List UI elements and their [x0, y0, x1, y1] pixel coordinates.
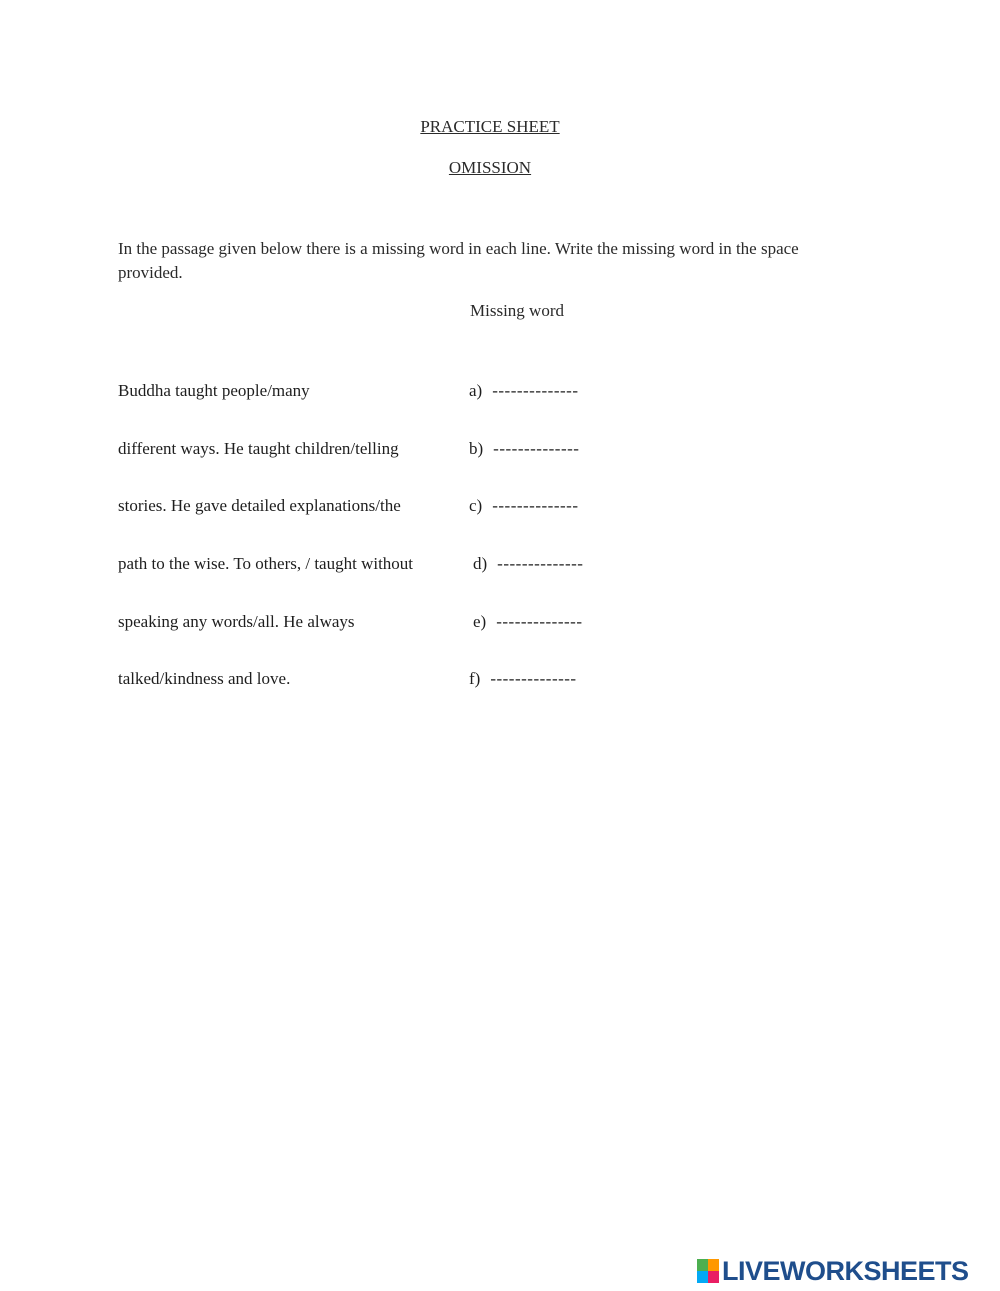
missing-word-heading: Missing word [470, 301, 564, 320]
passage-line: Buddha taught people/many [118, 381, 310, 400]
answer-letter: d) [473, 554, 488, 573]
answer-slot[interactable] [473, 612, 582, 632]
answer-slot[interactable] [469, 496, 578, 516]
answer-blank[interactable]: -------------- [496, 612, 583, 631]
instructions-text: In the passage given below there is a missing word in each line. Write the missing word in the space provided. [118, 239, 799, 282]
answer-letter: f) [469, 669, 481, 688]
logo-mark-icon [697, 1259, 719, 1283]
answer-letter: b) [469, 439, 484, 458]
passage-line: different ways. He taught children/telling [118, 439, 399, 458]
answer-slot[interactable] [469, 381, 578, 401]
answer-letter: a) [469, 381, 483, 400]
answer-blank[interactable]: -------------- [493, 439, 580, 458]
passage-line: path to the wise. To others, / taught without [118, 554, 414, 573]
sheet-subtitle: OMISSION [448, 158, 532, 177]
answer-slot[interactable] [469, 439, 579, 459]
answer-blank[interactable]: -------------- [497, 554, 584, 573]
logo-text: LIVEWORKSHEETS [722, 1256, 969, 1286]
answer-slot[interactable] [469, 669, 577, 689]
passage-line: speaking any words/all. He always [118, 612, 355, 631]
answer-letter: c) [469, 496, 483, 515]
answer-slot[interactable] [473, 554, 583, 574]
passage-line: stories. He gave detailed explanations/the [118, 496, 401, 515]
liveworksheets-logo [697, 1256, 969, 1286]
answer-blank[interactable]: -------------- [492, 381, 579, 400]
sheet-title: PRACTICE SHEET [420, 117, 560, 136]
answer-letter: e) [473, 612, 487, 631]
answer-blank[interactable]: -------------- [492, 496, 579, 515]
answer-blank[interactable]: -------------- [490, 669, 577, 688]
passage-line: talked/kindness and love. [118, 669, 291, 688]
